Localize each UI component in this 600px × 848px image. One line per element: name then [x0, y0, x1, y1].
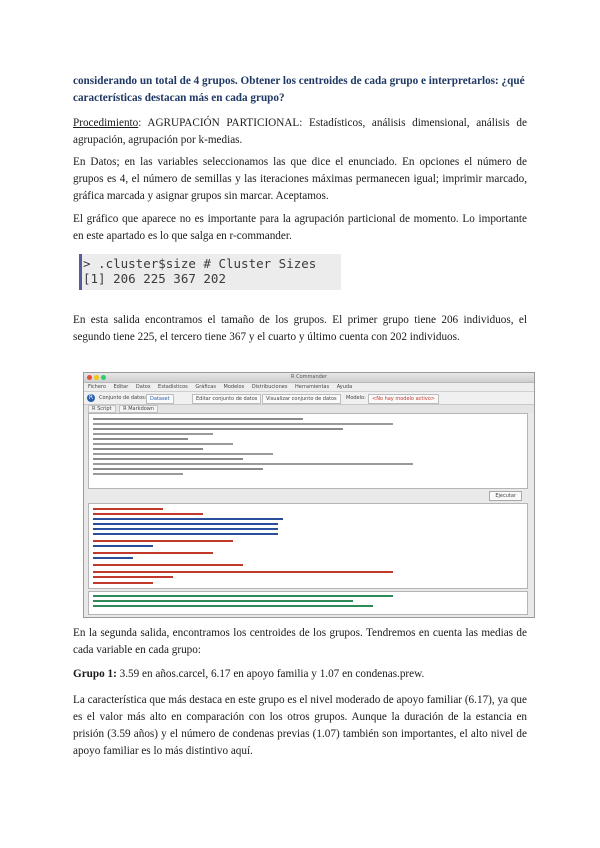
- script-line: [93, 418, 303, 420]
- grafico-paragraph: El gráfico que aparece no es importante para la agrupación particional de momento. Lo importante en este apartado es lo que salga en r-commander.: [73, 213, 527, 242]
- tab-r-markdown[interactable]: R Markdown: [119, 405, 158, 413]
- heading-line-2: características destacan más en cada grupo?: [73, 92, 285, 104]
- script-line: [93, 433, 213, 435]
- group1-label: Grupo 1:: [73, 668, 117, 680]
- output-line: [93, 576, 173, 578]
- centroids-paragraph: En la segunda salida, encontramos los centroides de los grupos. Tendremos en cuenta las medias de cada variable en cada grupo:: [73, 627, 527, 656]
- menu-bar: [84, 383, 534, 392]
- output-line: [93, 523, 278, 525]
- r-commander-window: [83, 372, 535, 618]
- console-command-line: > .cluster$size # Cluster Sizes: [83, 256, 317, 271]
- console-output-snippet: [79, 254, 341, 290]
- menu-graficas[interactable]: Gráficas: [195, 384, 216, 390]
- edit-dataset-button[interactable]: Editar conjunto de datos: [192, 394, 261, 404]
- menu-ayuda[interactable]: Ayuda: [336, 384, 353, 390]
- output-bar: [88, 491, 526, 501]
- tab-r-script[interactable]: R Script: [88, 405, 116, 413]
- script-line: [93, 453, 273, 455]
- script-line: [93, 458, 243, 460]
- menu-datos[interactable]: Datos: [135, 384, 151, 390]
- menu-fichero[interactable]: Fichero: [88, 384, 106, 390]
- dataset-label: Conjunto de datos:: [99, 395, 147, 401]
- menu-distribuciones[interactable]: Distribuciones: [251, 384, 288, 390]
- question-heading: [73, 73, 527, 107]
- script-line: [93, 438, 188, 440]
- output-pane[interactable]: [88, 503, 528, 589]
- output-line: [93, 540, 233, 542]
- output-line: [93, 508, 163, 510]
- output-line: [93, 552, 213, 554]
- script-line: [93, 468, 263, 470]
- window-title: R Commander: [291, 374, 327, 380]
- message-line: [93, 600, 353, 602]
- messages-pane[interactable]: [88, 591, 528, 615]
- output-line: [93, 582, 153, 584]
- output-line: [93, 545, 153, 547]
- interpretation-paragraph: La característica que más destaca en este grupo es el nivel moderado de apoyo familiar (6.17), ya que es el valor más alto en comparación con los otros grupos. Aunque la duración de la estancia en prisión (3.59 años) y el número de condenas previas (1.07) también son importantes, el alto nivel de apoyo familiar es lo más distintivo aquí.: [73, 694, 527, 757]
- group1-paragraph: [73, 666, 527, 683]
- console-result-line: [1] 206 225 367 202: [83, 271, 226, 286]
- script-line: [93, 448, 203, 450]
- script-line: [93, 463, 413, 465]
- script-line: [93, 423, 393, 425]
- menu-estadisticos[interactable]: Estadísticos: [158, 384, 188, 390]
- menu-modelos[interactable]: Modelos: [223, 384, 245, 390]
- script-tabs: [84, 405, 534, 413]
- active-model-button[interactable]: <No hay modelo activo>: [368, 394, 439, 404]
- output-line: [93, 564, 243, 566]
- view-dataset-button[interactable]: Visualizar conjunto de datos: [262, 394, 341, 404]
- heading-line-1: considerando un total de 4 grupos. Obtener los centroides de cada grupo e interpretarlos: ¿qué: [73, 75, 525, 87]
- console-left-bar: [79, 254, 82, 290]
- toolbar: [84, 392, 534, 405]
- script-line: [93, 443, 233, 445]
- output-line: [93, 528, 278, 530]
- sizes-paragraph: En esta salida encontramos el tamaño de los grupos. El primer grupo tiene 206 individuos, el segundo tiene 225, el tercero tiene 367 y el cuarto y último cuenta con 202 individuos.: [73, 314, 527, 343]
- window-titlebar: [84, 373, 534, 383]
- output-line: [93, 571, 393, 573]
- script-pane[interactable]: [88, 413, 528, 489]
- dataset-button[interactable]: Dataset: [146, 394, 174, 404]
- model-label: Modelo:: [346, 395, 366, 401]
- menu-editar[interactable]: Editar: [113, 384, 129, 390]
- output-line: [93, 518, 283, 520]
- procedure-text: : AGRUPACIÓN PARTICIONAL: Estadísticos, análisis dimensional, análisis de agrupación, agrupación por k-medias.: [73, 117, 527, 146]
- message-line: [93, 595, 393, 597]
- submit-button[interactable]: Ejecutar: [489, 491, 522, 501]
- output-line: [93, 513, 203, 515]
- message-line: [93, 605, 373, 607]
- menu-herramientas[interactable]: Herramientas: [295, 384, 330, 390]
- script-line: [93, 428, 343, 430]
- r-logo-icon: R: [88, 394, 94, 401]
- datos-paragraph: En Datos; en las variables seleccionamos las que dice el enunciado. En opciones el número de grupos es 4, el número de semillas y las iteraciones máximas permanecen igual; imprimir marcado, gráfica marcada y asignar grupos sin marcar. Aceptamos.: [73, 156, 527, 202]
- output-line: [93, 557, 133, 559]
- procedure-label: Procedimiento: [73, 117, 139, 129]
- procedure-paragraph: [73, 115, 527, 149]
- group1-text: 3.59 en años.carcel, 6.17 en apoyo familia y 1.07 en condenas.prew.: [116, 668, 425, 680]
- script-line: [93, 473, 183, 475]
- output-line: [93, 533, 278, 535]
